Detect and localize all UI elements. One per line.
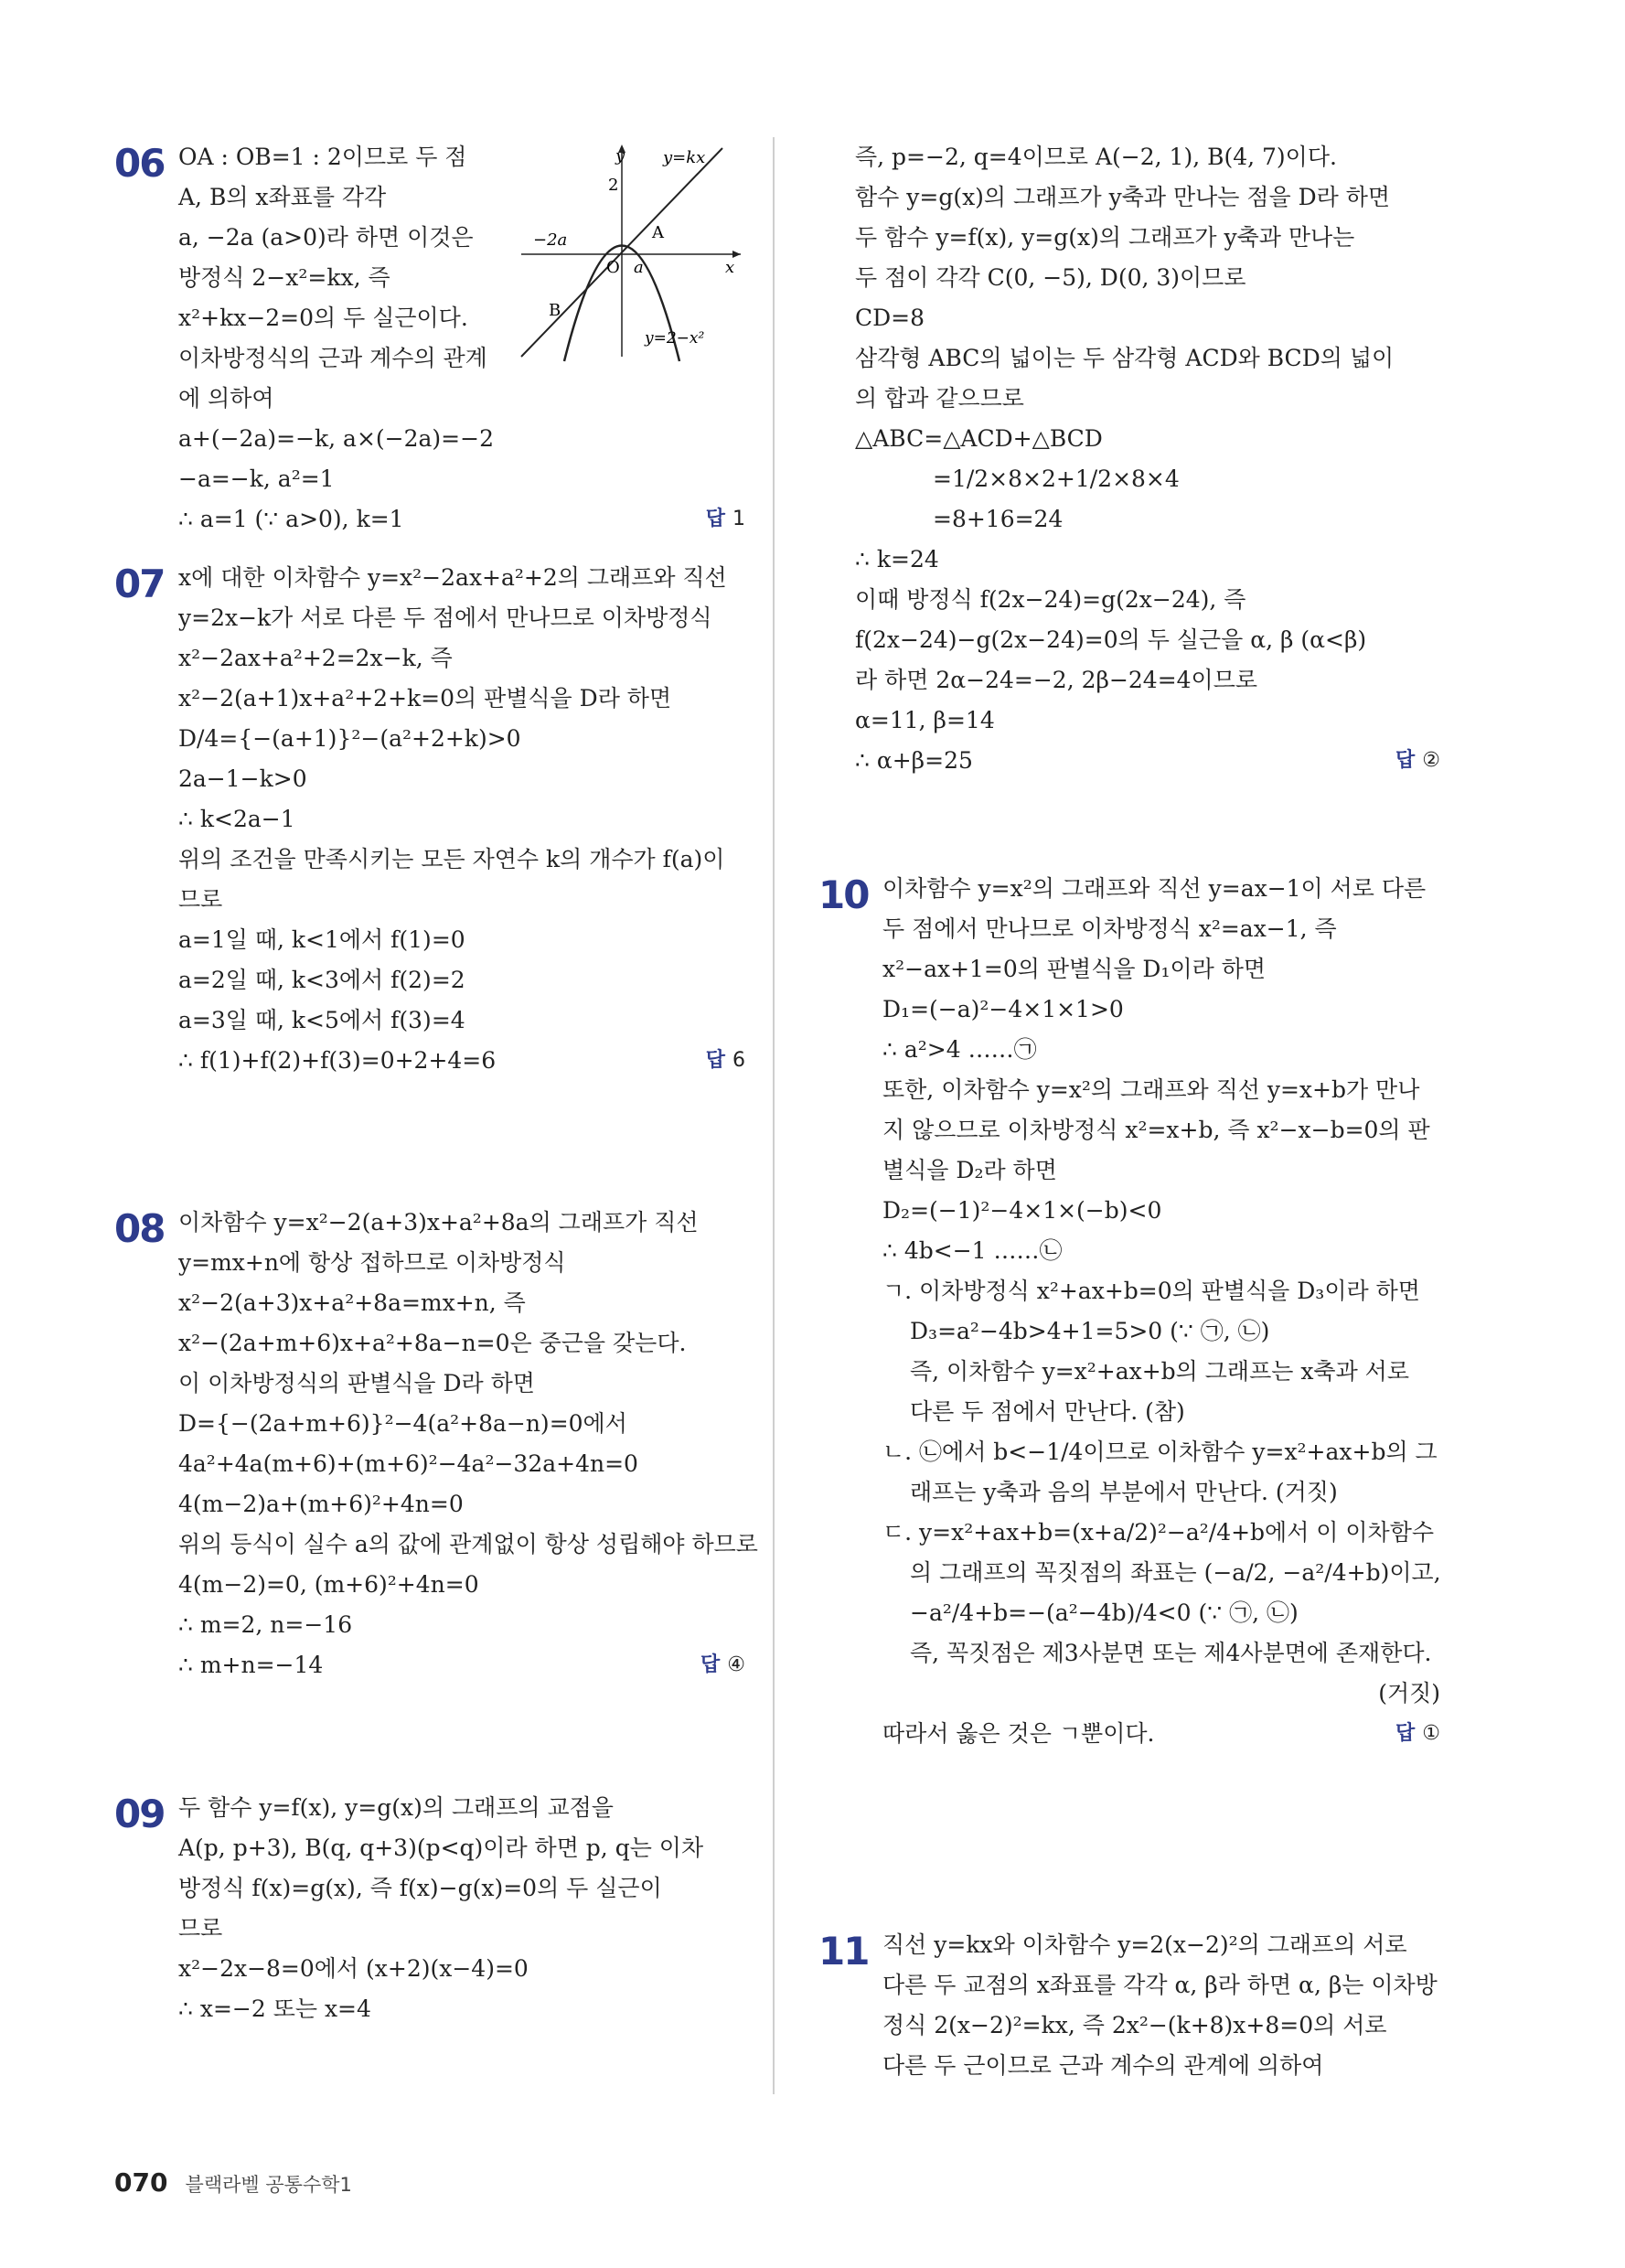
line: 별식을 D₂라 하면 (882, 1157, 1057, 1183)
line: 또한, 이차함수 y=x²의 그래프와 직선 y=x+b가 만나 (882, 1076, 1420, 1103)
line: ∴ k=24 (855, 546, 939, 572)
problem-number: 11 (818, 1929, 869, 1974)
line: A(p, p+3), B(q, q+3)(p<q)이라 하면 p, q는 이차 (178, 1835, 704, 1861)
item-line: 래프는 y축과 음의 부분에서 만난다. (거짓) (910, 1479, 1338, 1505)
problem-07 (114, 558, 745, 1203)
answer-label: 답 (705, 508, 725, 530)
answer (706, 499, 745, 540)
line: α=11, β=14 (855, 707, 995, 733)
answer-row (855, 741, 1440, 781)
line: −a=−k, a²=1 (178, 465, 335, 492)
origin-label: O (606, 258, 620, 277)
line: 이때 방정식 f(2x−24)=g(2x−24), 즉 (855, 586, 1246, 613)
line: 두 함수 y=f(x), y=g(x)의 그래프의 교점을 (178, 1794, 614, 1821)
line: x²+kx−2=0의 두 실근이다. (178, 305, 468, 331)
line: 4(m−2)a+(m+6)²+4n=0 (178, 1491, 464, 1517)
answer-row (178, 1041, 745, 1081)
problem-number: 10 (818, 872, 869, 917)
answer-value: ② (1422, 749, 1440, 772)
answer-value: ④ (727, 1653, 745, 1676)
line: 므로 (178, 1915, 223, 1942)
answer-row (882, 1714, 1440, 1754)
line: D₁=(−a)²−4×1×1>0 (882, 996, 1124, 1022)
line: 방정식 f(x)=g(x), 즉 f(x)−g(x)=0의 두 실근이 (178, 1875, 662, 1901)
line: a=3일 때, k<5에서 f(3)=4 (178, 1007, 465, 1033)
line: 정식 2(x−2)²=kx, 즉 2x²−(k+8)x+8=0의 서로 (882, 2012, 1387, 2038)
line: 4(m−2)=0, (m+6)²+4n=0 (178, 1571, 479, 1598)
line: x에 대한 이차함수 y=x²−2ax+a²+2의 그래프와 직선 (178, 564, 727, 591)
line: 두 점이 각각 C(0, −5), D(0, 3)이므로 (855, 264, 1246, 291)
book-title: 블랙라벨 공통수학1 (185, 2174, 352, 2196)
problem-body (882, 1925, 1440, 2086)
line: 삼각형 ABC의 넓이는 두 삼각형 ACD와 BCD의 넓이 (855, 345, 1395, 371)
item-line: D₃=a²−4b>4+1=5>0 (∵ ㉠, ㉡) (910, 1318, 1270, 1344)
line: 두 함수 y=f(x), y=g(x)의 그래프가 y축과 만나는 (855, 224, 1355, 251)
problem-number: 06 (114, 141, 165, 186)
answer-value: 1 (732, 508, 745, 530)
point-a-label: A (652, 223, 664, 242)
y-axis-label: y (615, 146, 625, 166)
problem-number: 08 (114, 1206, 165, 1251)
line: 이차방정식의 근과 계수의 관계 (178, 345, 487, 371)
line: D₂=(−1)²−4×1×(−b)<0 (882, 1197, 1162, 1224)
line: ∴ f(1)+f(2)+f(3)=0+2+4=6 (178, 1047, 497, 1074)
line: x²−2(a+3)x+a²+8a=mx+n, 즉 (178, 1289, 526, 1316)
line: 위의 조건을 만족시키는 모든 자연수 k의 개수가 f(a)이 (178, 846, 725, 872)
line: ∴ α+β=25 (855, 747, 973, 774)
line: 이차함수 y=x²의 그래프와 직선 y=ax−1이 서로 다른 (882, 875, 1427, 902)
line: 직선 y=kx와 이차함수 y=2(x−2)²의 그래프의 서로 (882, 1931, 1407, 1958)
line: 함수 y=g(x)의 그래프가 y축과 만나는 점을 D라 하면 (855, 184, 1391, 210)
line: 위의 등식이 실수 a의 값에 관계없이 항상 성립해야 하므로 (178, 1531, 758, 1557)
line: 4a²+4a(m+6)+(m+6)²−4a²−32a+4n=0 (178, 1450, 638, 1477)
curve-label: y=2−x² (645, 329, 705, 348)
answer-label: 답 (705, 1049, 725, 1072)
line: OA : OB=1 : 2이므로 두 점 (178, 144, 467, 170)
line: D={−(2a+m+6)}²−4(a²+8a−n)=0에서 (178, 1410, 627, 1437)
line: a=2일 때, k<3에서 f(2)=2 (178, 967, 465, 993)
line: 므로 (178, 886, 223, 913)
line: 따라서 옳은 것은 ㄱ뿐이다. (882, 1720, 1155, 1747)
problem-body (178, 1203, 758, 1685)
answer (700, 1645, 745, 1685)
line: ∴ x=−2 또는 x=4 (178, 1995, 371, 2022)
line: x²−2x−8=0에서 (x+2)(x−4)=0 (178, 1955, 529, 1982)
line: ∴ a²>4 ……㉠ (882, 1036, 1037, 1063)
item-line: 즉, 꼭짓점은 제3사분면 또는 제4사분면에 존재한다. (910, 1640, 1432, 1666)
line: D/4={−(a+1)}²−(a²+2+k)>0 (178, 725, 521, 752)
answer (1395, 1714, 1440, 1754)
left-column (114, 137, 758, 2029)
x-axis-label: x (725, 258, 735, 277)
line: 다른 두 교점의 x좌표를 각각 α, β라 하면 α, β는 이차방 (882, 1972, 1438, 1998)
line: 방정식 2−x²=kx, 즉 (178, 264, 390, 291)
answer-value: 6 (732, 1049, 745, 1072)
parabola-line-graph (517, 137, 745, 366)
item-line: (거짓) (1378, 1680, 1440, 1706)
item-line: 다른 두 점에서 만난다. (참) (910, 1398, 1185, 1425)
line: x²−2(a+1)x+a²+2+k=0의 판별식을 D라 하면 (178, 685, 672, 711)
line: a+(−2a)=−k, a×(−2a)=−2 (178, 425, 494, 452)
line: 다른 두 근이므로 근과 계수의 관계에 의하여 (882, 2052, 1324, 2079)
line: y=mx+n에 항상 접하므로 이차방정식 (178, 1249, 566, 1276)
graph-figure (517, 137, 745, 366)
answer-label: 답 (1395, 749, 1416, 772)
problem-08 (114, 1203, 758, 1788)
line: △ABC=△ACD+△BCD (855, 425, 1103, 452)
line: A, B의 x좌표를 각각 (178, 184, 387, 210)
item-line: −a²/4+b=−(a²−4b)/4<0 (∵ ㉠, ㉡) (910, 1599, 1299, 1626)
item-line: 즉, 이차함수 y=x²+ax+b의 그래프는 x축과 서로 (910, 1358, 1409, 1385)
answer (1395, 741, 1440, 781)
line: 이차함수 y=x²−2(a+3)x+a²+8a의 그래프가 직선 (178, 1209, 699, 1236)
page-footer (114, 2167, 352, 2198)
line: =8+16=24 (933, 506, 1064, 532)
line: 2a−1−k>0 (178, 765, 307, 792)
line: x²−(2a+m+6)x+a²+8a−n=0은 중근을 갖는다. (178, 1330, 687, 1356)
right-column (818, 137, 1440, 2086)
problem-body (178, 558, 745, 1081)
answer-value: ① (1422, 1722, 1440, 1745)
line: 라 하면 2α−24=−2, 2β−24=4이므로 (855, 667, 1258, 693)
item-line: ㄴ. ㉡에서 b<−1/4이므로 이차함수 y=x²+ax+b의 그 (882, 1439, 1438, 1465)
line: f(2x−24)−g(2x−24)=0의 두 실근을 α, β (α<β) (855, 626, 1367, 653)
line: y=2x−k가 서로 다른 두 점에서 만나므로 이차방정식 (178, 604, 712, 631)
line: 이 이차방정식의 판별식을 D라 하면 (178, 1370, 535, 1396)
line: 즉, p=−2, q=4이므로 A(−2, 1), B(4, 7)이다. (855, 144, 1337, 170)
line: 의 합과 같으므로 (855, 385, 1024, 412)
a-label: a (634, 258, 644, 277)
problem-11 (818, 1925, 1440, 2086)
item-line: 의 그래프의 꼭짓점의 좌표는 (−a/2, −a²/4+b)이고, (910, 1559, 1441, 1586)
problem-number: 09 (114, 1792, 165, 1836)
answer-row (178, 1645, 745, 1685)
line: ∴ m+n=−14 (178, 1652, 324, 1678)
line: x²−ax+1=0의 판별식을 D₁이라 하면 (882, 956, 1267, 982)
line: x²−2ax+a²+2=2x−k, 즉 (178, 645, 453, 671)
line: ∴ k<2a−1 (178, 806, 295, 832)
item-line: ㄷ. y=x²+ax+b=(x+a/2)²−a²/4+b에서 이 이차함수 (882, 1519, 1434, 1546)
line: a=1일 때, k<1에서 f(1)=0 (178, 926, 465, 953)
line-label: y=kx (663, 148, 706, 167)
line: ∴ m=2, n=−16 (178, 1611, 353, 1638)
answer-label: 답 (700, 1653, 721, 1676)
problem-body (855, 137, 1440, 781)
point-b-label: B (549, 301, 561, 320)
item-line: ㄱ. 이차방정식 x²+ax+b=0의 판별식을 D₃이라 하면 (882, 1278, 1420, 1304)
problem-body (178, 1788, 745, 2029)
answer (706, 1041, 745, 1081)
line: a, −2a (a>0)라 하면 이것은 (178, 224, 474, 251)
page-number: 070 (114, 2167, 168, 2198)
problem-06 (114, 137, 745, 558)
problem-09 (114, 1788, 745, 2029)
line: 에 의하여 (178, 385, 274, 412)
line: 지 않으므로 이차방정식 x²=x+b, 즉 x²−x−b=0의 판 (882, 1117, 1430, 1143)
column-divider (773, 137, 775, 2094)
x-axis-arrow (732, 251, 741, 258)
line: CD=8 (855, 305, 925, 331)
line: ∴ a=1 (∵ a>0), k=1 (178, 506, 404, 532)
problem-09-continued (818, 137, 1440, 869)
line: ∴ 4b<−1 ……㉡ (882, 1237, 1063, 1264)
minus-2a-label: −2a (533, 230, 568, 250)
problem-body (882, 869, 1440, 1754)
problem-number: 07 (114, 562, 165, 606)
problem-10 (818, 869, 1440, 1925)
line: =1/2×8×2+1/2×8×4 (933, 465, 1180, 492)
answer-label: 답 (1395, 1722, 1416, 1745)
line: 두 점에서 만나므로 이차방정식 x²=ax−1, 즉 (882, 915, 1337, 942)
y-intercept-label: 2 (608, 176, 619, 195)
answer-row (178, 499, 745, 540)
